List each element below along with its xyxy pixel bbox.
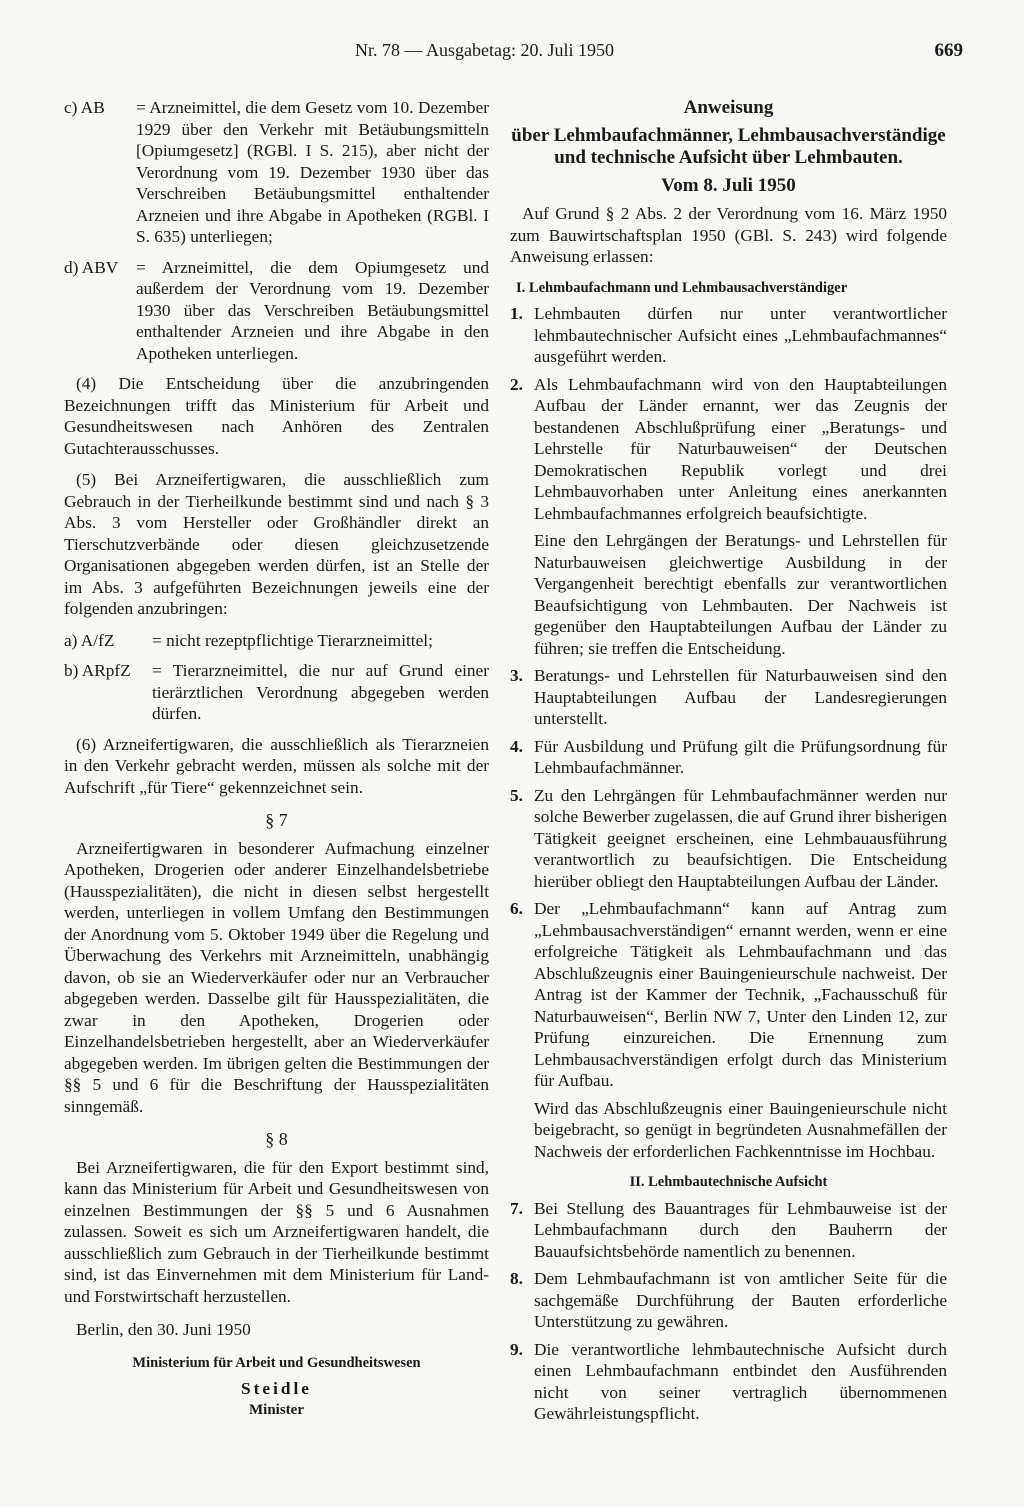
section-1-heading: I. Lehmbaufachmann und Lehmbausachverständiger (516, 279, 848, 296)
paragraph-4: (4) Die Entscheidung über die anzubringenden Bezeichnungen trifft das Ministerium für Arbeit und Gesundheitswesen nach Anhören des Zentralen Gutachterausschusses. (64, 374, 489, 458)
numbered-item (510, 1268, 947, 1333)
item-text: Beratungs- und Lehrstellen für Naturbauweisen sind den Hauptabteilungen Aufbau der Landesregierungen unterstellt. (534, 666, 947, 728)
page-header (355, 40, 963, 66)
item-number: 2. (510, 374, 523, 394)
item-label: c) AB (64, 98, 105, 117)
list-item (64, 257, 489, 365)
item-number: 1. (510, 304, 523, 323)
numbered-item (510, 1339, 947, 1425)
page-number: 669 (934, 40, 963, 61)
document-title: Anweisung (683, 97, 774, 118)
signer-title: Minister (249, 1401, 304, 1418)
item-continuation: Eine den Lehrgängen der Beratungs- und Lehrstellen für Naturbauweisen gleichwertige Ausbildung in der Vergangenheit berechtigt ebenfalls zur verantwortlichen Beaufsichtigung von Lehmbauten. Der Nachweis ist gegenüber den Hauptabteilungen Aufbau der Länder zu führen; sie treffen die Entscheidung. (534, 531, 947, 658)
numbered-item (510, 665, 947, 730)
list-item (64, 630, 489, 652)
ministry-name: Ministerium für Arbeit und Gesundheitswesen (132, 1354, 421, 1371)
item-text: Bei Stellung des Bauantrages für Lehmbauweise ist der Lehmbaufachmann durch den Bauherrn der Bauaufsichtsbehörde namentlich zu benennen. (534, 1198, 947, 1261)
section-8-text: Bei Arzneifertigwaren, die für den Export bestimmt sind, kann das Ministerium für Arbeit und Gesundheitswesen von einzelnen Bestimmungen der §§ 5 und 6 Ausnahmen zulassen. Soweit es sich um Arzneifertigwaren handelt, die ausschließlich zum Gebrauch in der Tierheilkunde bestimmt sind, ist das Einvernehmen mit dem Ministerium für Land- und Forstwirtschaft herzustellen. (64, 1157, 489, 1306)
right-column (510, 97, 947, 1431)
document-subtitle: über Lehmbaufachmänner, Lehmbausachverständige und technische Aufsicht über Lehmbauten. (511, 125, 946, 168)
item-label: d) ABV (64, 257, 119, 277)
numbered-item (510, 303, 947, 368)
section-2-heading: II. Lehmbautechnische Aufsicht (629, 1174, 828, 1190)
item-text: Dem Lehmbaufachmann ist von amtlicher Seite für die sachgemäße Durchführung der Bauten erforderliche Unterstützung zu gewähren. (534, 1269, 947, 1331)
numbered-item (510, 898, 947, 1092)
item-number: 9. (510, 1339, 523, 1359)
left-column (64, 97, 489, 1421)
section-8-heading: § 8 (265, 1129, 288, 1149)
paragraph-5: (5) Bei Arzneifertigwaren, die ausschließlich zum Gebrauch in der Tierheilkunde bestimmt sind und nach § 3 Abs. 3 vom Hersteller oder Großhändler direkt an Tierschutzverbände oder diesen gleichzusetzende Organisationen abgegeben werden dürfen, ist an Stelle der im Abs. 3 aufgeführten Bezeichnungen jeweils eine der folgenden anzubringen: (64, 470, 489, 618)
document-date: Vom 8. Juli 1950 (661, 175, 796, 196)
numbered-item (510, 374, 947, 525)
item-label: a) A/fZ (64, 630, 115, 650)
section-7-text: Arzneifertigwaren in besonderer Aufmachung einzelner Apotheken, Drogerien oder anderer Einzelhandelsbetriebe (Hausspezialitäten), die nicht in diesen selbst hergestellt werden, unterliegen in vollem Umfang den Bestimmungen der Anordnung vom 5. Oktober 1949 über die Regelung und Überwachung des Verkehrs mit Arzneimitteln, unabhängig davon, ob sie an Wiederverkäufer oder nur an Verbraucher abgegeben werden. Dasselbe gilt für Hausspezialitäten, die zwar in den Apotheken, Drogerien oder Einzelhandelsbetrieben hergestellt, aber an Wiederverkäufer abgegeben werden. Im übrigen gelten die Bestimmungen der §§ 5 und 6 für die Beschriftung der Hausspezialitäten sinngemäß. (64, 838, 489, 1116)
item-text: Zu den Lehrgängen für Lehmbaufachmänner werden nur solche Bewerber zugelassen, die auf Grund ihrer bisherigen Tätigkeit geeignet erscheinen, eine Lehmbauausführung verantwortlich zu beaufsichtigen. Die Entscheidung hierüber obliegt den Hauptabteilungen Aufbau der Länder. (534, 785, 947, 891)
item-number: 3. (510, 666, 523, 685)
signer-name: Steidle (241, 1379, 312, 1398)
item-number: 6. (510, 899, 523, 918)
item-text: Der „Lehmbaufachmann“ kann auf Antrag zum „Lehmbausachverständigen“ ernannt werden, wenn er eine erfolgreiche Tätigkeit als Lehmbaufachmann und das Abschlußzeugnis einer Bauingenieurschule nachweist. Der Antrag ist der Kammer der Technik, „Fachausschuß für Naturbauweisen“, Berlin NW 7, Unter den Linden 12, zur Prüfung einzureichen. Die Ernennung zum Lehmbausachverständigen erfolgt durch das Ministerium für Aufbau. (534, 899, 947, 1090)
numbered-item (510, 785, 947, 893)
item-text: Als Lehmbaufachmann wird von den Hauptabteilungen Aufbau der Länder ernannt, wer das Zeugnis der bestandenen Abschlußprüfung einer „Beratungs- und Lehrstelle für Naturbauweisen“ der Deutschen Demokratischen Republik vorlegt und drei Lehmbauvorhaben unter Anleitung eines anerkannten Lehmbaufachmannes erfolgreich beaufsichtigte. (534, 374, 947, 523)
item-text: = Arzneimittel, die dem Opiumgesetz und außerdem der Verordnung vom 19. Dezember 1930 über das Verschreiben Betäubungsmittel enthaltender Arzneien und ihre Abgabe in den Apotheken unterliegen. (136, 257, 489, 363)
item-number: 4. (510, 736, 523, 756)
list-item (64, 660, 489, 725)
numbered-item (510, 736, 947, 779)
item-continuation: Wird das Abschlußzeugnis einer Bauingenieurschule nicht beigebracht, so genügt in begründeten Ausnahmefällen der Nachweis der erforderlichen Fachkenntnisse im Hochbau. (534, 1098, 947, 1161)
place-date: Berlin, den 30. Juni 1950 (76, 1320, 251, 1339)
issue-line: Nr. 78 — Ausgabetag: 20. Juli 1950 (355, 40, 614, 60)
section-7-heading: § 7 (265, 810, 288, 830)
intro-paragraph: Auf Grund § 2 Abs. 2 der Verordnung vom 16. März 1950 zum Bauwirtschaftsplan 1950 (GBl. S. 243) wird folgende Anweisung erlassen: (510, 204, 947, 266)
paragraph-6: (6) Arzneifertigwaren, die ausschließlich als Tierarzneien in den Verkehr gebracht werden, müssen als solche mit der Aufschrift „für Tiere“ gekennzeichnet sein. (64, 734, 489, 797)
numbered-item (510, 1198, 947, 1263)
item-text: = nicht rezeptpflichtige Tierarzneimittel; (152, 630, 433, 650)
item-text: = Tierarzneimittel, die nur auf Grund einer tierärztlichen Verordnung abgegeben werden dürfen. (152, 661, 489, 723)
item-text: Für Ausbildung und Prüfung gilt die Prüfungsordnung für Lehmbaufachmänner. (534, 736, 947, 777)
item-number: 5. (510, 785, 523, 805)
item-number: 7. (510, 1198, 523, 1218)
item-text: Die verantwortliche lehmbautechnische Aufsicht durch einen Lehmbaufachmann entbindet den Ausführenden nicht von seiner vertraglich übernommenen Gewährleistungspflicht. (534, 1339, 947, 1423)
item-text: = Arzneimittel, die dem Gesetz vom 10. Dezember 1929 über den Verkehr mit Betäubungsmitteln [Opiumgesetz] (RGBl. I S. 215), aber nicht der Verordnung vom 19. Dezember 1930 über das Verschreiben Betäubungsmittel enthaltender Arzneien und ihre Abgabe in Apotheken (RGBl. I S. 635) unterliegen; (136, 98, 489, 246)
list-item (64, 97, 489, 248)
item-text: Lehmbauten dürfen nur unter verantwortlicher lehmbautechnischer Aufsicht eines „Lehmbaufachmannes“ ausgeführt werden. (534, 304, 947, 366)
item-number: 8. (510, 1269, 523, 1288)
item-label: b) ARpfZ (64, 661, 131, 680)
